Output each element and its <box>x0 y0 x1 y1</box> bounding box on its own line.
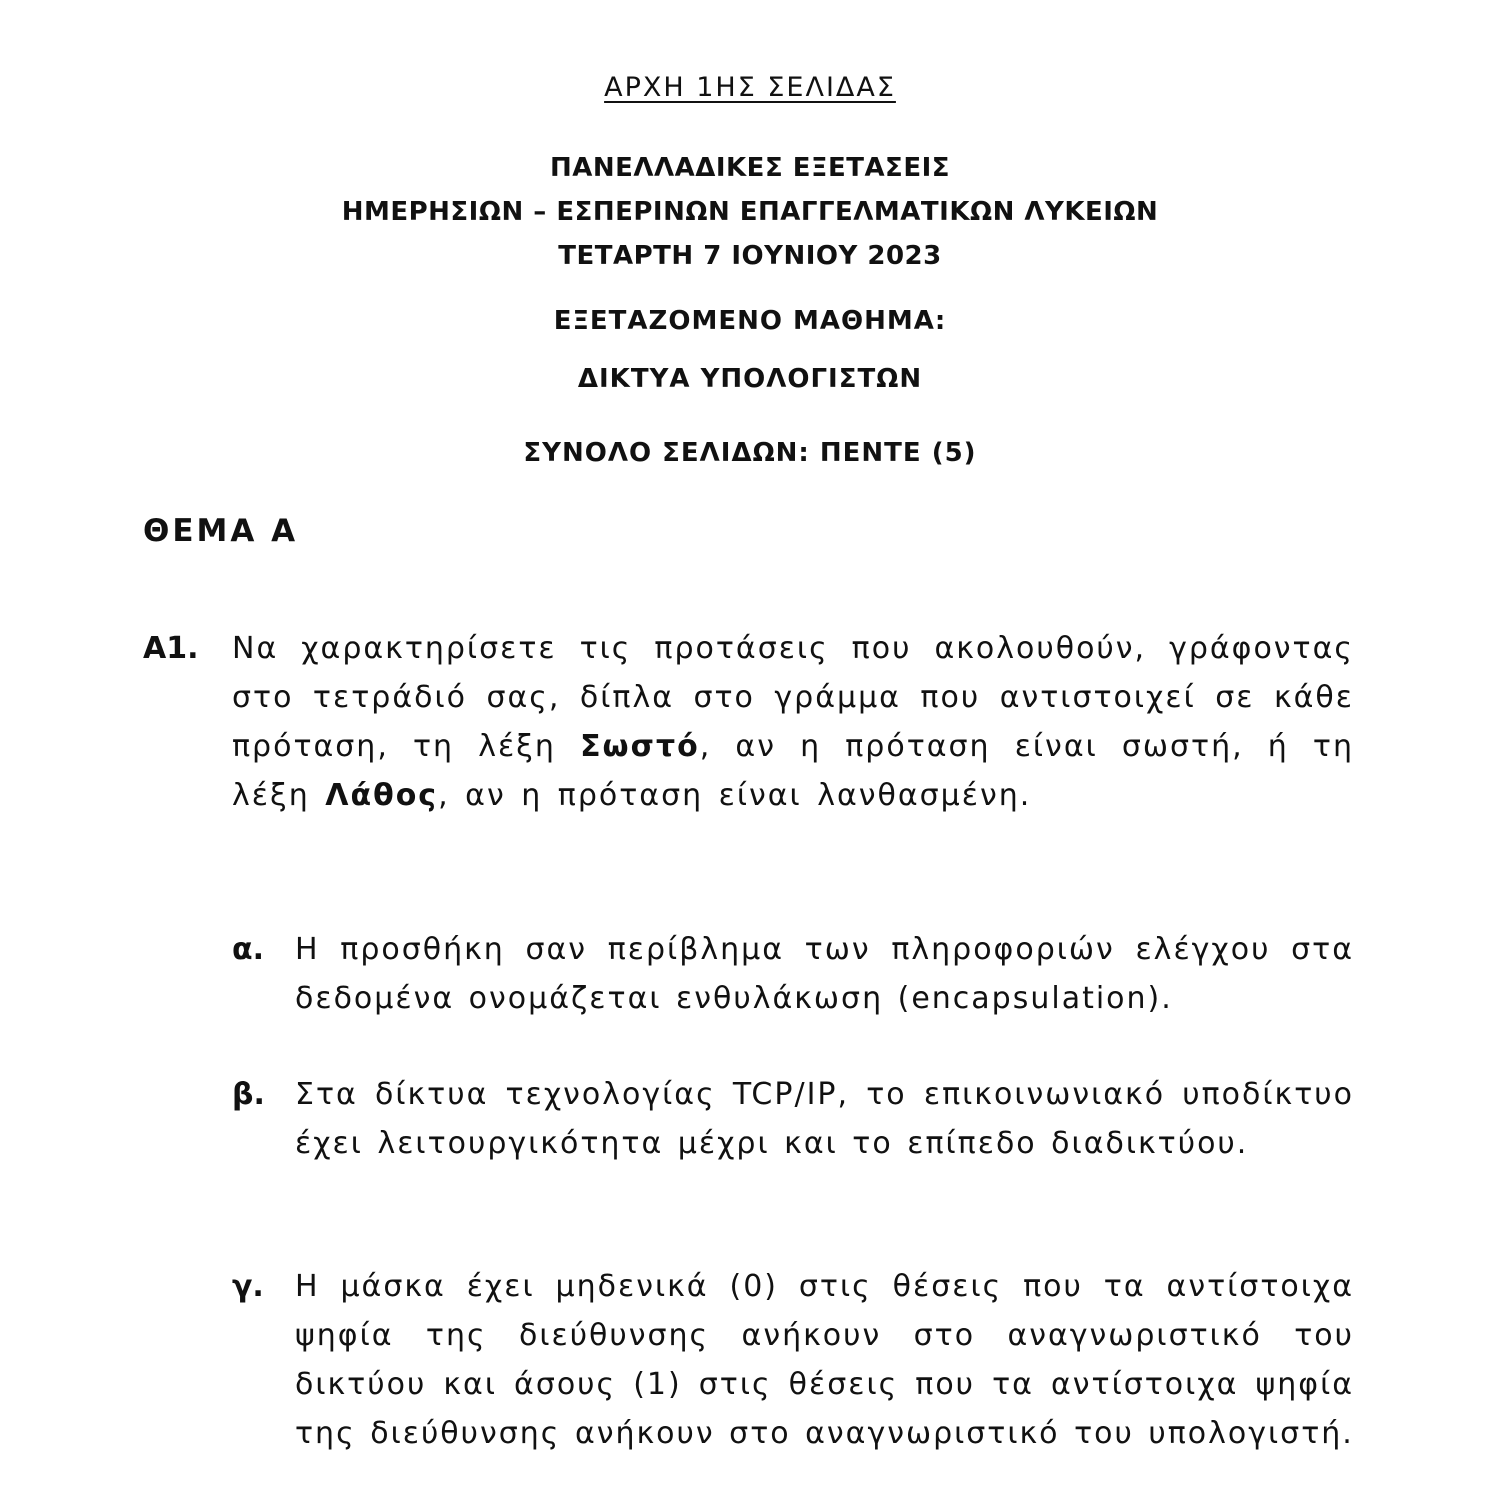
subject-name: ΔΙΚΤΥΑ ΥΠΟΛΟΓΙΣΤΩΝ <box>577 364 923 394</box>
statement-text: Η προσθήκη σαν περίβλημα των πληροφοριών ελέγχου στα δεδομένα ονομάζεται ενθυλάκωση (encapsulation). <box>295 932 1354 1016</box>
question-number: Α1. <box>143 631 199 666</box>
exam-date: ΤΕΤΑΡΤΗ 7 ΙΟΥΝΙΟΥ 2023 <box>558 241 942 271</box>
question-text-part-3: , αν η πρόταση είναι λανθασμένη. <box>438 778 1032 813</box>
statement-text: Η μάσκα έχει μηδενικά (0) στις θέσεις που τα αντίστοιχα ψηφία της διεύθυνσης ανήκουν στο αναγνωριστικό του δικτύου και άσους (1) στις θέσεις που τα αντίστοιχα ψηφία της διεύθυνσης ανήκουν στο αναγνωριστικό του υπολογιστή. <box>295 1269 1354 1451</box>
statement-text: Στα δίκτυα τεχνολογίας TCP/IP, το επικοινωνιακό υποδίκτυο έχει λειτουργικότητα μέχρι και το επίπεδο διαδικτύου. <box>295 1077 1354 1161</box>
total-pages: ΣΥΝΟΛΟ ΣΕΛΙΔΩΝ: ΠΕΝΤΕ (5) <box>523 438 977 468</box>
exam-header-line-1: ΠΑΝΕΛΛΑΔΙΚΕΣ ΕΞΕΤΑΣΕΙΣ <box>549 153 951 183</box>
word-wrong: Λάθος <box>325 778 439 813</box>
statement-label: α. <box>232 932 265 967</box>
exam-header-line-2: ΗΜΕΡΗΣΙΩΝ – ΕΣΠΕΡΙΝΩΝ ΕΠΑΓΓΕΛΜΑΤΙΚΩΝ ΛΥΚΕΙΩΝ <box>341 197 1159 227</box>
page-start-marker: ΑΡΧΗ 1ΗΣ ΣΕΛΙΔΑΣ <box>604 72 896 103</box>
question-text-part-2: , αν η πρόταση είναι σωστή, ή τη λέξη <box>232 729 1354 813</box>
question-text-part-1: Να χαρακτηρίσετε τις προτάσεις που ακολουθούν, γράφοντας στο τετράδιό σας, δίπλα στο γράμμα που αντιστοιχεί σε κάθε πρόταση, τη λέξη <box>232 631 1354 764</box>
exam-header <box>0 146 1500 278</box>
statement-label: γ. <box>232 1269 264 1304</box>
section-title: ΘΕΜΑ Α <box>143 513 299 549</box>
statement-label: β. <box>232 1077 265 1112</box>
question-instructions <box>232 624 1354 820</box>
word-correct: Σωστό <box>580 729 700 764</box>
subject-label: ΕΞΕΤΑΖΟΜΕΝΟ ΜΑΘΗΜΑ: <box>553 306 947 336</box>
